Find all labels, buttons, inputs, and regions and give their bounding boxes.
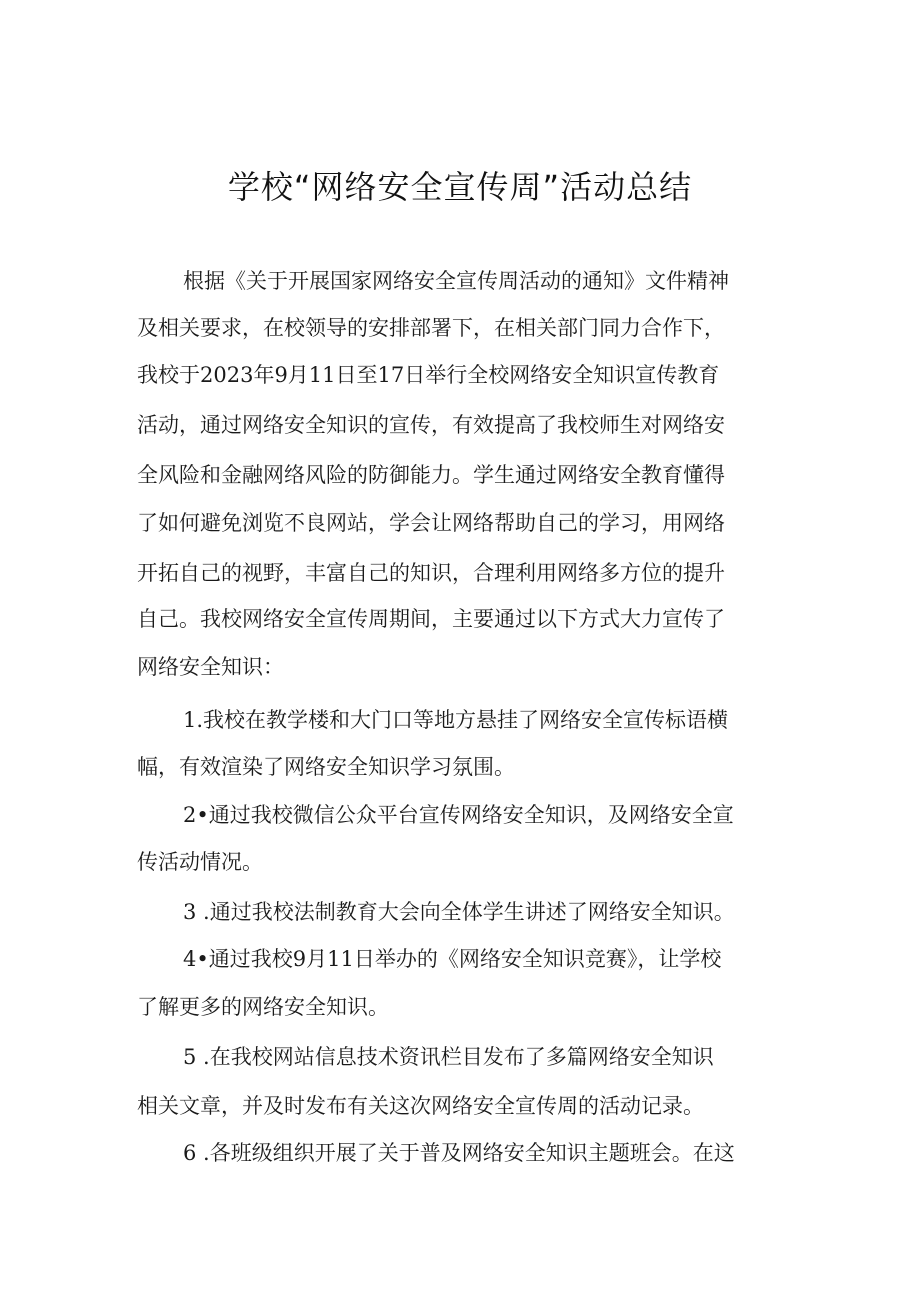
list-item-line: 相关文章，并及时发布有关这次网络安全宣传周的活动记录。 (137, 1094, 704, 1118)
list-item-line: 3 .通过我校法制教育大会向全体学生讲述了网络安全知识。 (183, 900, 735, 924)
list-item-line: 6 .各班级组织开展了关于普及网络安全知识主题班会。在这 (183, 1141, 735, 1165)
list-item-line: 4•通过我校9月11日举办的《网络安全知识竞赛》，让学校 (183, 947, 722, 971)
paragraph-line: 及相关要求，在校领导的安排部署下，在相关部门同力合作下， (137, 316, 725, 340)
paragraph-line: 网络安全知识： (137, 655, 284, 679)
list-item-line: 1.我校在教学楼和大门口等地方悬挂了网络安全宣传标语横 (183, 708, 729, 732)
list-item-line: 5 .在我校网站信息技术资讯栏目发布了多篇网络安全知识 (183, 1045, 714, 1069)
paragraph-line: 全风险和金融网络风险的防御能力。学生通过网络安全教育懂得 (137, 463, 725, 487)
paragraph-line: 了如何避免浏览不良网站，学会让网络帮助自己的学习，用网络 (137, 511, 725, 535)
paragraph-line: 我校于2023年9月11日至17日举行全校网络安全知识宣传教育 (137, 363, 720, 387)
paragraph-line: 开拓自己的视野，丰富自己的知识，合理利用网络多方位的提升 (137, 561, 725, 585)
list-item-line: 幅，有效渲染了网络安全知识学习氛围。 (137, 755, 515, 779)
paragraph-line: 自己。我校网络安全宣传周期间，主要通过以下方式大力宣传了 (137, 607, 725, 631)
list-item-line: 了解更多的网络安全知识。 (137, 995, 389, 1019)
paragraph-line: 活动，通过网络安全知识的宣传，有效提高了我校师生对网络安 (137, 413, 725, 437)
list-item-line: 2•通过我校微信公众平台宣传网络安全知识，及网络安全宣 (183, 803, 734, 827)
document-title: 学校“网络安全宣传周”活动总结 (227, 168, 693, 206)
paragraph-line: 根据《关于开展国家网络安全宣传周活动的通知》文件精神 (183, 269, 729, 293)
list-item-line: 传活动情况。 (137, 850, 263, 874)
